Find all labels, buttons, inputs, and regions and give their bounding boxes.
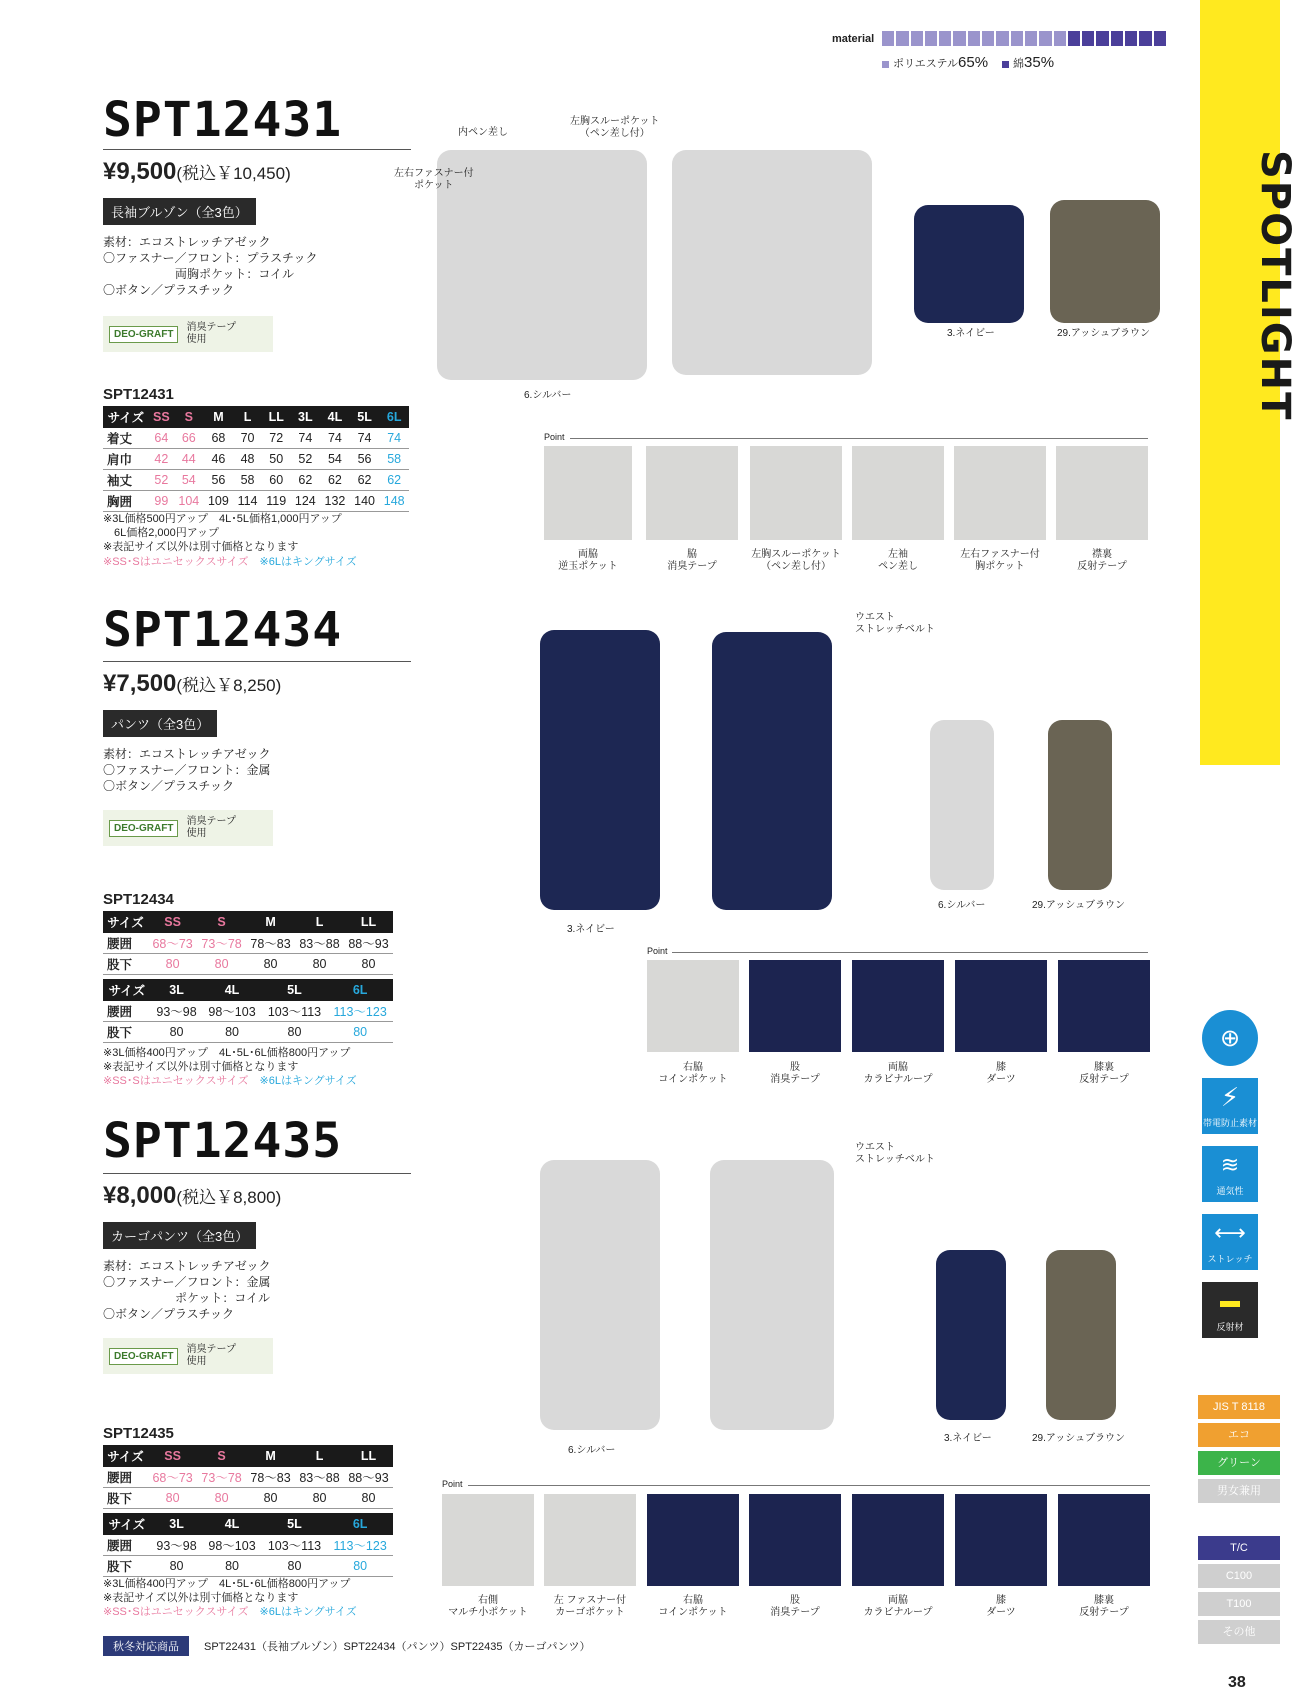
point-caption: 股 消臭テープ [770, 1062, 820, 1085]
th-6l: 6L [327, 979, 393, 1001]
cell: 胸囲 [103, 491, 149, 512]
price-tax: (税込￥10,450) [176, 164, 291, 183]
cell: 股下 [103, 1022, 151, 1043]
point-photo [647, 1494, 739, 1586]
point-photo [749, 960, 841, 1052]
point-caption: 股 消臭テープ [770, 1595, 820, 1618]
point-caption: 両脇 逆玉ポケット [558, 549, 618, 572]
cell: 80 [246, 1488, 295, 1509]
table-row [103, 1488, 393, 1509]
deo-graft-3 [103, 1338, 273, 1374]
cell: 88〜93 [344, 1467, 393, 1488]
table-row [103, 1467, 393, 1488]
size-table-3a [103, 1445, 393, 1509]
th-6l: 6L [327, 1513, 393, 1535]
th-l: L [295, 1445, 344, 1467]
th-5l: 5L [262, 1513, 328, 1535]
deo-logo: DEO-GRAFT [109, 820, 178, 837]
cell: 52 [291, 449, 321, 470]
badge-green: グリーン [1198, 1451, 1280, 1475]
badge-c100: C100 [1198, 1564, 1280, 1588]
cell: 78〜83 [246, 933, 295, 954]
page-number: 38 [1228, 1674, 1246, 1691]
cell: 80 [295, 954, 344, 975]
cell: 着丈 [103, 428, 149, 449]
point-caption: 膝裏 反射テープ [1079, 1595, 1129, 1618]
color-ash-3: 29.アッシュブラウン [1032, 1433, 1126, 1444]
cell: 股下 [103, 954, 148, 975]
table-title-2: SPT12434 [103, 891, 174, 908]
cell: 80 [148, 1488, 197, 1509]
th-size: サイズ [103, 406, 149, 428]
th-size: サイズ [103, 911, 148, 933]
price-tax: (税込￥8,800) [176, 1188, 282, 1207]
cell: 50 [262, 449, 291, 470]
cell: 60 [262, 470, 291, 491]
size-table-2b [103, 979, 393, 1043]
cell: 80 [246, 954, 295, 975]
poly-name: ポリエステル [893, 58, 959, 70]
point-caption: 左右ファスナー付 胸ポケット [960, 549, 1040, 572]
cell: 股下 [103, 1556, 151, 1577]
cell: 80 [148, 954, 197, 975]
category-2: パンツ（全3色） [103, 710, 217, 737]
th-3l: 3L [291, 406, 321, 428]
notes-2: ※3L価格400円アップ 4L･5L･6L価格800円アップ ※表記サイズ以外は別寸価格となります [103, 1047, 351, 1073]
table-row [103, 491, 409, 512]
cell: 80 [344, 1488, 393, 1509]
cell: 62 [291, 470, 321, 491]
badge-jis: JIS T 8118 [1198, 1395, 1280, 1419]
color-navy-3: 3.ネイビー [944, 1433, 992, 1444]
cell: 80 [262, 1022, 328, 1043]
th-size: サイズ [103, 979, 151, 1001]
th-ll: LL [262, 406, 291, 428]
point-photo [852, 960, 944, 1052]
cell: 80 [262, 1556, 328, 1577]
badge-tc: T/C [1198, 1536, 1280, 1560]
price-2 [103, 670, 281, 698]
th-s: S [197, 911, 246, 933]
cell: 124 [291, 491, 321, 512]
point-caption: 襟裏 反射テープ [1077, 549, 1127, 572]
cell: 52 [149, 470, 174, 491]
price-value: ¥9,500 [103, 158, 177, 185]
cell: 48 [233, 449, 262, 470]
point-label-1: Point [544, 432, 565, 442]
th-l: L [233, 406, 262, 428]
divider [103, 149, 411, 150]
th-3l: 3L [151, 1513, 203, 1535]
spec-1: 素材：エコストレッチアゼック 〇ファスナー／フロント：プラスチック 両胸ポケット：コイル 〇ボタン／プラスチック [103, 235, 318, 297]
cell: 58 [379, 449, 409, 470]
cell: 46 [204, 449, 234, 470]
cell: 83〜88 [295, 1467, 344, 1488]
point-caption: 右脇 コインポケット [658, 1062, 728, 1085]
deo-text: 消臭テープ 使用 [186, 1344, 236, 1367]
cell: 80 [197, 1488, 246, 1509]
point-label-3: Point [442, 1479, 463, 1489]
cell: 68 [204, 428, 234, 449]
category-3: カーゴパンツ（全3色） [103, 1222, 256, 1249]
spec-2: 素材：エコストレッチアゼック 〇ファスナー／フロント：金属 〇ボタン／プラスチック [103, 747, 271, 793]
cargo-navy-photo [936, 1250, 1006, 1420]
table-title-1: SPT12431 [103, 386, 174, 403]
cell: 113〜123 [327, 1535, 393, 1556]
th-s: S [174, 406, 204, 428]
th-5l: 5L [350, 406, 380, 428]
cell: 68〜73 [148, 933, 197, 954]
point-caption: 膝裏 反射テープ [1079, 1062, 1129, 1085]
cell: 70 [233, 428, 262, 449]
cell: 104 [174, 491, 204, 512]
cell: 98〜103 [202, 1535, 261, 1556]
material-bar [882, 31, 1166, 46]
cell: 42 [149, 449, 174, 470]
point-caption: 膝 ダーツ [986, 1595, 1016, 1618]
th-ll: LL [344, 1445, 393, 1467]
deo-graft-1 [103, 316, 273, 352]
badge-unisex: 男女兼用 [1198, 1479, 1280, 1503]
product-code-2: SPT12434 [103, 602, 343, 658]
notes-3-sizes [103, 1605, 357, 1619]
pants-ash-photo [1048, 720, 1112, 890]
note-king: ※6Lはキングサイズ [259, 556, 357, 568]
badge-other: その他 [1198, 1620, 1280, 1644]
table-row [103, 933, 393, 954]
th-4l: 4L [202, 979, 261, 1001]
jacket-back-photo [672, 150, 872, 375]
cell: 73〜78 [197, 1467, 246, 1488]
icon-label: ストレッチ [1207, 1254, 1253, 1264]
point-photo [544, 446, 632, 540]
price-tax: (税込￥8,250) [176, 676, 282, 695]
color-navy-1: 3.ネイビー [947, 328, 995, 339]
cell: 44 [174, 449, 204, 470]
cell: 袖丈 [103, 470, 149, 491]
th-m: M [246, 911, 295, 933]
cell: 72 [262, 428, 291, 449]
icon-label: 反射材 [1216, 1322, 1244, 1332]
deo-logo: DEO-GRAFT [109, 1348, 178, 1365]
cell: 80 [197, 954, 246, 975]
color-silver-3: 6.シルバー [568, 1445, 616, 1456]
reflective-icon: ▬ 反射材 [1202, 1282, 1258, 1338]
cell: 93〜98 [151, 1535, 203, 1556]
point-photo [852, 1494, 944, 1586]
th-ss: SS [149, 406, 174, 428]
table-row [103, 1001, 393, 1022]
price-3 [103, 1182, 281, 1210]
th-4l: 4L [320, 406, 350, 428]
cell: 113〜123 [327, 1001, 393, 1022]
cargo-back-photo [710, 1160, 834, 1430]
footer-tag: 秋冬対応商品 [103, 1636, 189, 1656]
table-row [103, 428, 409, 449]
cell: 54 [320, 449, 350, 470]
note-unisex: ※SS･Sはユニセックスサイズ [103, 1606, 249, 1618]
th-m: M [246, 1445, 295, 1467]
pants-back-photo [712, 632, 832, 910]
point-caption: 両脇 カラビナループ [863, 1062, 933, 1085]
icon-label: 帯電防止素材 [1202, 1118, 1257, 1128]
price-value: ¥8,000 [103, 1182, 177, 1209]
note-king: ※6Lはキングサイズ [259, 1075, 357, 1087]
notes-2-sizes [103, 1074, 357, 1088]
cell: 132 [320, 491, 350, 512]
th-ll: LL [344, 911, 393, 933]
table-row [103, 954, 393, 975]
th-ss: SS [148, 911, 197, 933]
point-caption: 左胸スルーポケット （ペン差し付） [751, 549, 841, 572]
cell: 119 [262, 491, 291, 512]
point-caption: 右脇 コインポケット [658, 1595, 728, 1618]
cell: 股下 [103, 1488, 148, 1509]
cotton-name: 綿 [1013, 58, 1025, 70]
cell: 78〜83 [246, 1467, 295, 1488]
cell: 54 [174, 470, 204, 491]
spec-3: 素材：エコストレッチアゼック 〇ファスナー／フロント：金属 ポケット：コイル 〇ボタン／プラスチック [103, 1259, 271, 1321]
point-caption: 脇 消臭テープ [667, 549, 717, 572]
table-row [103, 1022, 393, 1043]
cargo-front-photo [540, 1160, 660, 1430]
cell: 腰囲 [103, 1467, 148, 1488]
th-6l: 6L [379, 406, 409, 428]
cell: 62 [350, 470, 380, 491]
cell: 80 [202, 1022, 261, 1043]
deo-text: 消臭テープ 使用 [186, 816, 236, 839]
table-row [103, 1556, 393, 1577]
cell: 腰囲 [103, 1535, 151, 1556]
cell: 80 [344, 954, 393, 975]
callout-left-chest: 左胸スルーポケット （ペン差し付） [570, 116, 660, 139]
badge-eco: エコ [1198, 1423, 1280, 1447]
cell: 58 [233, 470, 262, 491]
antistatic-icon: ⚡ 帯電防止素材 [1202, 1078, 1258, 1134]
price-1 [103, 158, 291, 186]
notes-1: ※3L価格500円アップ 4L･5L価格1,000円アップ 6L価格2,000円アップ ※表記サイズ以外は別寸価格となります [103, 513, 342, 553]
th-size: サイズ [103, 1513, 151, 1535]
point-line [468, 1485, 1150, 1486]
cell: 80 [151, 1022, 203, 1043]
size-table-3b [103, 1513, 393, 1577]
cell: 66 [174, 428, 204, 449]
cell: 98〜103 [202, 1001, 261, 1022]
point-photo [955, 1494, 1047, 1586]
point-photo [954, 446, 1046, 540]
cell: 80 [202, 1556, 261, 1577]
cotton-pct: 35% [1024, 54, 1055, 71]
poly-pct: 65% [958, 54, 989, 71]
cell: 腰囲 [103, 1001, 151, 1022]
th-m: M [204, 406, 234, 428]
product-code-3: SPT12435 [103, 1113, 343, 1169]
brand-band [1200, 0, 1298, 765]
point-caption: 膝 ダーツ [986, 1062, 1016, 1085]
note-unisex: ※SS･Sはユニセックスサイズ [103, 1075, 249, 1087]
cell: 74 [291, 428, 321, 449]
cell: 114 [233, 491, 262, 512]
point-label-2: Point [647, 946, 668, 956]
table-title-3: SPT12435 [103, 1425, 174, 1442]
th-5l: 5L [262, 979, 328, 1001]
point-line [570, 438, 1148, 439]
table-row [103, 449, 409, 470]
callout-waist-2: ウエスト ストレッチベルト [855, 612, 935, 635]
cell: 74 [379, 428, 409, 449]
point-photo [955, 960, 1047, 1052]
footer-text: SPT22431（長袖ブルゾン）SPT22434（パンツ）SPT22435（カーゴパンツ） [204, 1641, 591, 1653]
cell: 83〜88 [295, 933, 344, 954]
deo-text: 消臭テープ 使用 [186, 322, 236, 345]
deo-logo: DEO-GRAFT [109, 326, 178, 343]
th-size: サイズ [103, 1445, 148, 1467]
callout-inner-pen: 内ペン差し [458, 127, 508, 138]
note-unisex: ※SS･Sはユニセックスサイズ [103, 556, 249, 568]
size-table-2a [103, 911, 393, 975]
point-line [672, 952, 1148, 953]
point-photo [647, 960, 739, 1052]
notes-1-sizes [103, 555, 357, 569]
cell: 103〜113 [262, 1535, 328, 1556]
cell: 99 [149, 491, 174, 512]
icon-label: 通気性 [1216, 1186, 1244, 1196]
cell: 109 [204, 491, 234, 512]
cell: 80 [295, 1488, 344, 1509]
th-4l: 4L [202, 1513, 261, 1535]
point-photo [852, 446, 944, 540]
color-navy-2: 3.ネイビー [567, 924, 615, 935]
globe-icon: ⊕ [1202, 1010, 1258, 1066]
deo-graft-2 [103, 810, 273, 846]
stretch-icon: ⟷ ストレッチ [1202, 1214, 1258, 1270]
cell: 93〜98 [151, 1001, 203, 1022]
notes-3: ※3L価格400円アップ 4L･5L･6L価格800円アップ ※表記サイズ以外は別寸価格となります [103, 1578, 351, 1604]
material-legend [882, 54, 1054, 71]
divider [103, 1173, 411, 1174]
table-row [103, 470, 409, 491]
cell: 56 [204, 470, 234, 491]
th-ss: SS [148, 1445, 197, 1467]
brand-title: SPOTLIGHT [1252, 150, 1298, 422]
jacket-ash-photo [1050, 200, 1160, 323]
point-caption: 右側 マルチ小ポケット [448, 1595, 528, 1618]
th-l: L [295, 911, 344, 933]
point-photo [749, 1494, 841, 1586]
cell: 140 [350, 491, 380, 512]
cell: 80 [151, 1556, 203, 1577]
jacket-navy-photo [914, 205, 1024, 323]
color-ash-2: 29.アッシュブラウン [1032, 900, 1126, 911]
size-table-1 [103, 406, 409, 512]
cell: 68〜73 [148, 1467, 197, 1488]
price-value: ¥7,500 [103, 670, 177, 697]
point-photo [442, 1494, 534, 1586]
color-silver-2: 6.シルバー [938, 900, 986, 911]
color-ash-1: 29.アッシュブラウン [1057, 328, 1151, 339]
color-silver-1: 6.シルバー [524, 390, 572, 401]
divider [103, 661, 411, 662]
point-caption: 左袖 ペン差し [878, 549, 918, 572]
cell: 73〜78 [197, 933, 246, 954]
note-king: ※6Lはキングサイズ [259, 1606, 357, 1618]
cell: 74 [350, 428, 380, 449]
callout-zip-pocket: 左右ファスナー付 ポケット [394, 168, 474, 191]
pants-silver-photo [930, 720, 994, 890]
cell: 56 [350, 449, 380, 470]
cell: 148 [379, 491, 409, 512]
cargo-ash-photo [1046, 1250, 1116, 1420]
pants-front-photo [540, 630, 660, 910]
cell: 64 [149, 428, 174, 449]
cell: 74 [320, 428, 350, 449]
point-photo [1058, 1494, 1150, 1586]
point-caption: 両脇 カラビナループ [863, 1595, 933, 1618]
cell: 肩巾 [103, 449, 149, 470]
material-label: material [832, 33, 875, 45]
breathable-icon: ≋ 通気性 [1202, 1146, 1258, 1202]
callout-waist-3: ウエスト ストレッチベルト [855, 1142, 935, 1165]
point-photo [1056, 446, 1148, 540]
point-photo [646, 446, 738, 540]
cell: 62 [379, 470, 409, 491]
cell: 腰囲 [103, 933, 148, 954]
cell: 80 [327, 1556, 393, 1577]
product-code-1: SPT12431 [103, 92, 343, 148]
point-photo [1058, 960, 1150, 1052]
th-3l: 3L [151, 979, 203, 1001]
point-photo [750, 446, 842, 540]
cell: 62 [320, 470, 350, 491]
cell: 88〜93 [344, 933, 393, 954]
cell: 80 [327, 1022, 393, 1043]
point-photo [544, 1494, 636, 1586]
category-1: 長袖ブルゾン（全3色） [103, 198, 256, 225]
th-s: S [197, 1445, 246, 1467]
point-caption: 左 ファスナー付 カーゴポケット [553, 1595, 627, 1618]
cell: 103〜113 [262, 1001, 328, 1022]
badge-t100: T100 [1198, 1592, 1280, 1616]
table-row [103, 1535, 393, 1556]
